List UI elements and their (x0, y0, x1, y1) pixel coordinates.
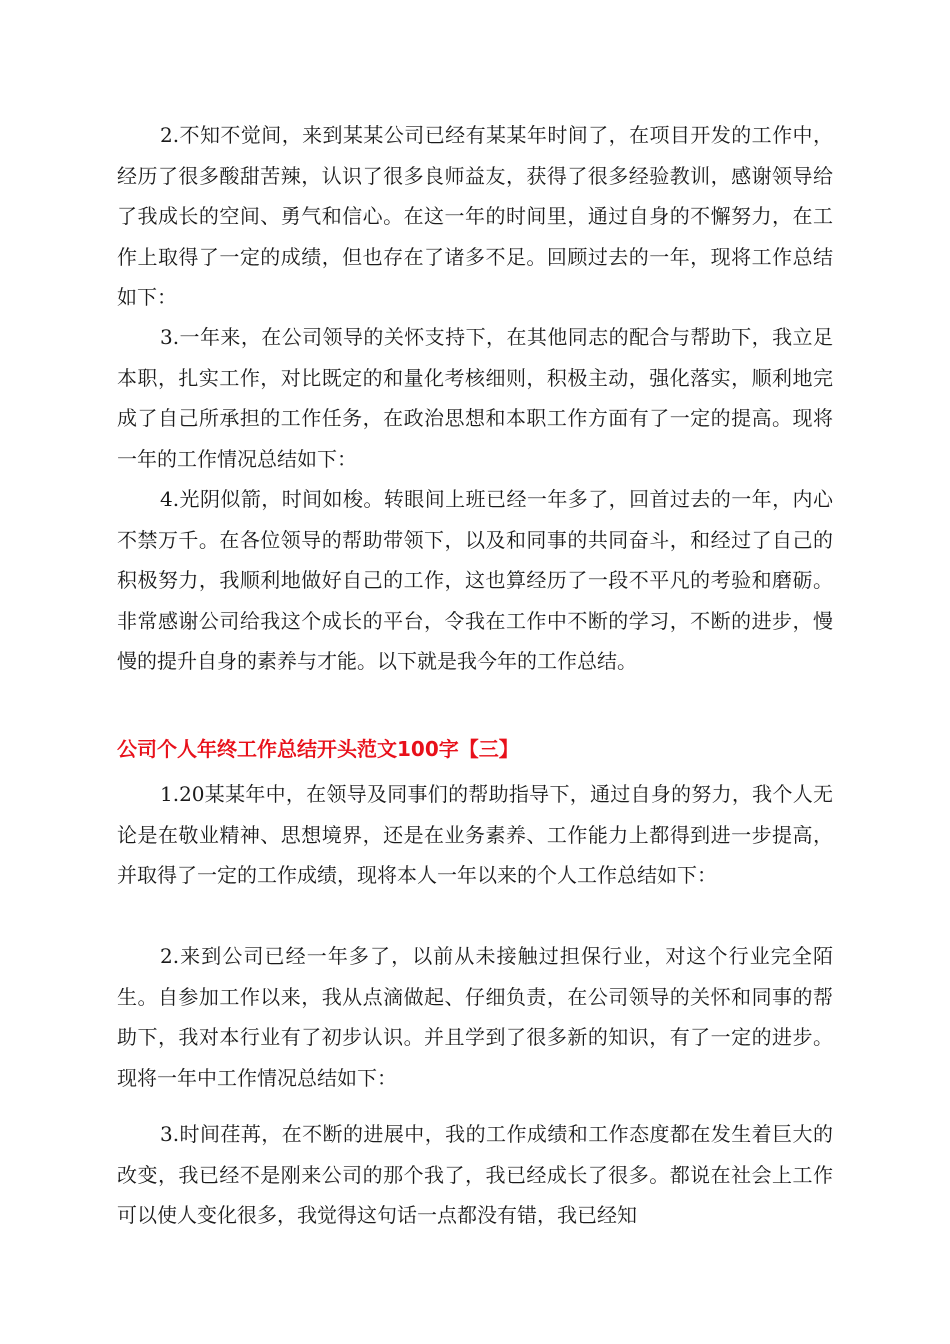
paragraph-1-section3: 1.20某某年中，在领导及同事们的帮助指导下，通过自身的努力，我个人无论是在敬业精神、思想境界，还是在业务素养、工作能力上都得到进一步提高，并取得了一定的工作成绩，现将本人一年以来的个人工作总结如下： (117, 782, 833, 887)
paragraph-3-section3: 3.时间荏苒，在不断的进展中，我的工作成绩和工作态度都在发生着巨大的改变，我已经不是刚来公司的那个我了，我已经成长了很多。都说在社会上工作可以使人变化很多，我觉得这句话一点都没有错，我已经知 (117, 1122, 833, 1227)
paragraph-3-intro: 3.一年来，在公司领导的关怀支持下，在其他同志的配合与帮助下，我立足本职，扎实工作，对比既定的和量化考核细则，积极主动，强化落实，顺利地完成了自己所承担的工作任务，在政治思想和本职工作方面有了一定的提高。现将一年的工作情况总结如下： (117, 325, 833, 471)
paragraph-2-intro: 2.不知不觉间，来到某某公司已经有某某年时间了，在项目开发的工作中，经历了很多酸甜苦辣，认识了很多良师益友，获得了很多经验教训，感谢领导给了我成长的空间、勇气和信心。在这一年的时间里，通过自身的不懈努力，在工作上取得了一定的成绩，但也存在了诸多不足。回顾过去的一年，现将工作总结如下： (117, 123, 833, 309)
paragraph-4-intro: 4.光阴似箭，时间如梭。转眼间上班已经一年多了，回首过去的一年，内心不禁万千。在各位领导的帮助带领下，以及和同事的共同奋斗，和经过了自己的积极努力，我顺利地做好自己的工作，这也算经历了一段不平凡的考验和磨砺。非常感谢公司给我这个成长的平台，令我在工作中不断的学习，不断的进步，慢慢的提升自身的素养与才能。以下就是我今年的工作总结。 (117, 487, 833, 673)
paragraph-2-section3: 2.来到公司已经一年多了，以前从未接触过担保行业，对这个行业完全陌生。自参加工作以来，我从点滴做起、仔细负责，在公司领导的关怀和同事的帮助下，我对本行业有了初步认识。并且学到了很多新的知识，有了一定的进步。现将一年中工作情况总结如下： (117, 944, 833, 1090)
section-heading: 公司个人年终工作总结开头范文100字【三】 (117, 737, 519, 761)
